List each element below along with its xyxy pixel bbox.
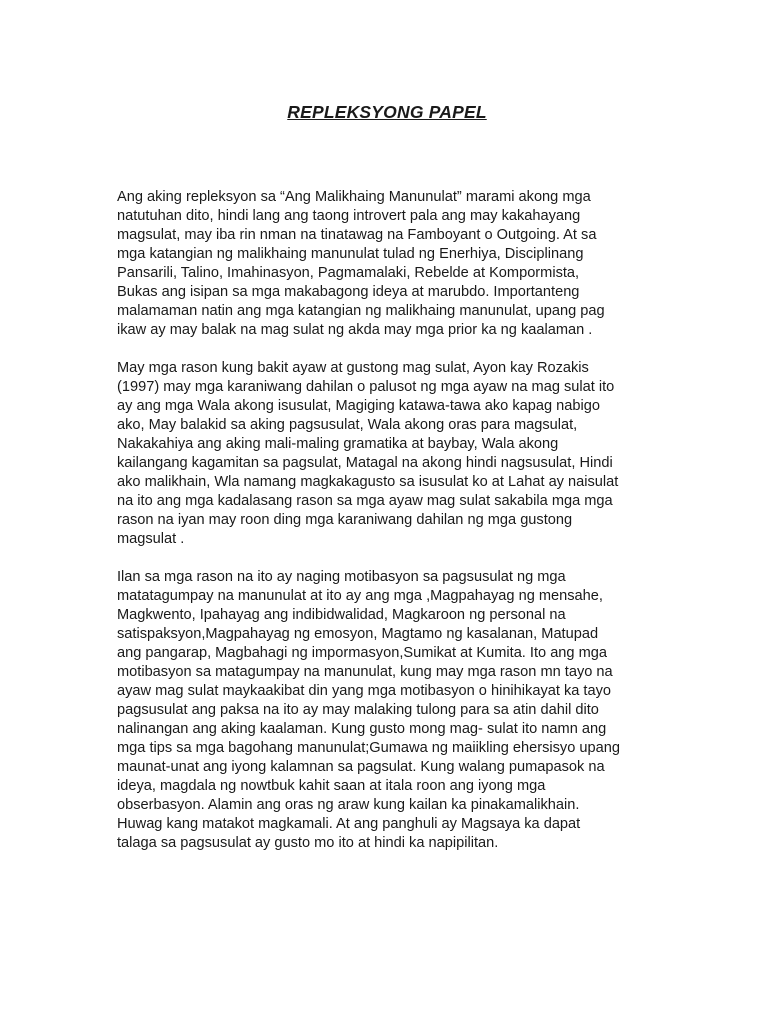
text-line: satispaksyon,Magpahayag ng emosyon, Magtamo ng kasalanan, Matupad [117, 626, 599, 642]
text-line: Huwag kang matakot magkamali. At ang panghuli ay Magsaya ka dapat [117, 816, 581, 832]
text-line: Nakakahiya ang aking mali-maling gramatika at baybay, Wala akong [117, 436, 559, 452]
paragraph-1 [117, 188, 657, 340]
text-line: ang pangarap, Magbahagi ng impormasyon,Sumikat at Kumita. Ito ang mga [117, 645, 607, 661]
text-line: mga katangian ng malikhaing manunulat tulad ng Enerhiya, Disciplinang [117, 246, 584, 262]
text-line: talaga sa pagsusulat ay gusto mo ito at hindi ka napipilitan. [117, 835, 499, 851]
text-line: ay ang mga Wala akong isusulat, Magiging katawa-tawa ako kapag nabigo [117, 398, 600, 414]
text-line: mga tips sa mga bagohang manunulat;Gumawa ng maiikling ehersisyo upang [117, 740, 620, 756]
text-line: kailangang kagamitan sa pagsulat, Matagal na akong hindi nagsusulat, Hindi [117, 455, 613, 471]
text-line: nalinangan ang aking kaalaman. Kung gusto mong mag- sulat ito namn ang [117, 721, 607, 737]
text-line: Ilan sa mga rason na ito ay naging motibasyon sa pagsusulat ng mga [117, 569, 566, 585]
text-line: (1997) may mga karaniwang dahilan o palusot ng mga ayaw na mag sulat ito [117, 379, 615, 395]
text-line: obserbasyon. Alamin ang oras ng araw kung kailan ka pinakamalikhain. [117, 797, 580, 813]
text-line: ikaw ay may balak na mag sulat ng akda may mga prior ka ng kaalaman . [117, 322, 593, 338]
text-line: motibasyon sa matagumpay na manunulat, kung may mga rason mn tayo na [117, 664, 613, 680]
text-line: ako, May balakid sa aking pagsusulat, Wala akong oras para magsulat, [117, 417, 578, 433]
text-line: pagsusulat ang paksa na ito ay may malaking tulong para sa atin dahil dito [117, 702, 599, 718]
text-line: natutuhan dito, hindi lang ang taong introvert pala ang may kakahayang [117, 208, 581, 224]
text-line: ideya, magdala ng nowtbuk kahit saan at itala roon ang iyong mga [117, 778, 546, 794]
paragraph-3 [117, 568, 657, 853]
text-line: magsulat, may iba rin nman na tinatawag na Famboyant o Outgoing. At sa [117, 227, 597, 243]
text-line: May mga rason kung bakit ayaw at gustong mag sulat, Ayon kay Rozakis [117, 360, 589, 376]
paragraph-2 [117, 359, 657, 549]
text-line: malamaman natin ang mga katangian ng malikhaing manunulat, upang pag [117, 303, 605, 319]
text-line: Pansarili, Talino, Imahinasyon, Pagmamalaki, Rebelde at Kompormista, [117, 265, 580, 281]
text-line: Ang aking repleksyon sa “Ang Malikhaing Manunulat” marami akong mga [117, 189, 591, 205]
text-line: magsulat . [117, 531, 185, 547]
text-line: ako malikhain, Wla namang magkakagusto sa isusulat ko at Lahat ay naisulat [117, 474, 619, 490]
document-title: REPLEKSYONG PAPEL [287, 102, 487, 122]
text-line: Magkwento, Ipahayag ang indibidwalidad, Magkaroon ng personal na [117, 607, 566, 623]
text-line: rason na iyan may roon ding mga karaniwang dahilan ng mga gustong [117, 512, 573, 528]
text-line: maunat-unat ang iyong kalamnan sa pagsulat. Kung walang pumapasok na [117, 759, 605, 775]
text-line: matatagumpay na manunulat at ito ay ang mga ,Magpahayag ng mensahe, [117, 588, 603, 604]
text-line: Bukas ang isipan sa mga makabagong ideya at marubdo. Importanteng [117, 284, 580, 300]
document-body [117, 188, 657, 872]
text-line: na ito ang mga kadalasang rason sa mga ayaw mag sulat sakabila mga mga [117, 493, 613, 509]
text-line: ayaw mag sulat maykaakibat din yang mga motibasyon o hinihikayat ka tayo [117, 683, 612, 699]
